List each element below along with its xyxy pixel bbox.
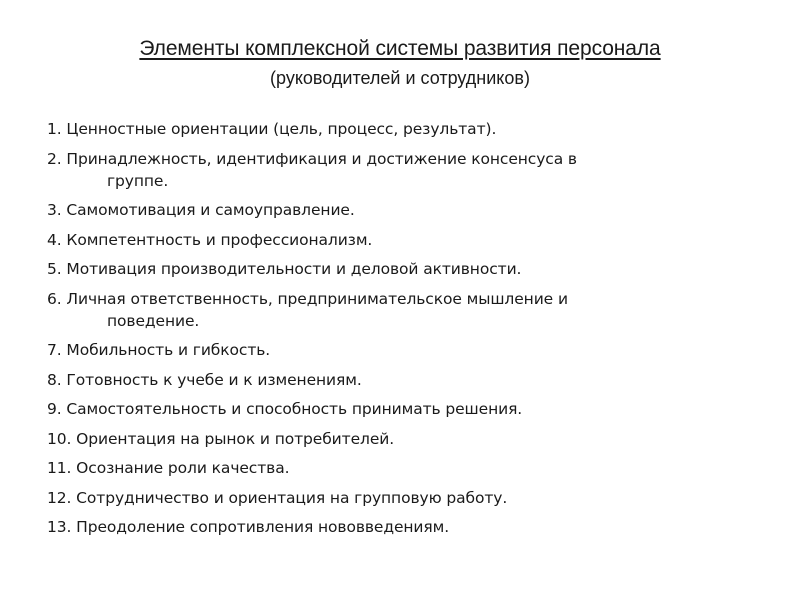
list-item-text: 10. Ориентация на рынок и потребителей. [47,429,395,448]
list-item-text: 6. Личная ответственность, предпринимательское мышление и [47,289,568,308]
list-item [47,428,767,450]
list-item-text: 1. Ценностные ориентации (цель, процесс, результат). [47,120,497,138]
list-item [47,487,767,509]
list-item-text: 13. Преодоление сопротивления нововведениям. [47,518,450,536]
list-item-text: 4. Компетентность и профессионализм. [47,230,373,249]
list-item-continuation: группе. [107,171,169,190]
list-item-continuation: поведение. [107,311,200,330]
slide-subtitle: (руководителей и сотрудников) [270,68,530,88]
list-item-text: 8. Готовность к учебе и к изменениям. [47,370,362,389]
list-item-text: 11. Осознание роли качества. [47,459,290,477]
list-item-text: 9. Самостоятельность и способность принимать решения. [47,400,523,418]
list-item [47,398,767,420]
list-item [47,148,767,192]
list-item [47,457,767,479]
title-block [0,36,800,90]
list-item-text: 3. Самомотивация и самоуправление. [47,201,355,219]
list-item [47,258,767,280]
list-item [47,229,767,251]
elements-list [47,118,767,546]
list-item-text: 7. Мобильность и гибкость. [47,341,271,359]
list-item [47,516,767,538]
list-item [47,339,767,361]
slide-title: Элементы комплексной системы развития персонала [139,37,661,60]
list-item [47,199,767,221]
list-item [47,288,767,332]
list-item-text: 12. Сотрудничество и ориентация на групповую работу. [47,488,508,507]
list-item-text: 5. Мотивация производительности и деловой активности. [47,260,522,278]
list-item [47,369,767,391]
list-item [47,118,767,140]
list-item-text: 2. Принадлежность, идентификация и достижение консенсуса в [47,149,577,168]
